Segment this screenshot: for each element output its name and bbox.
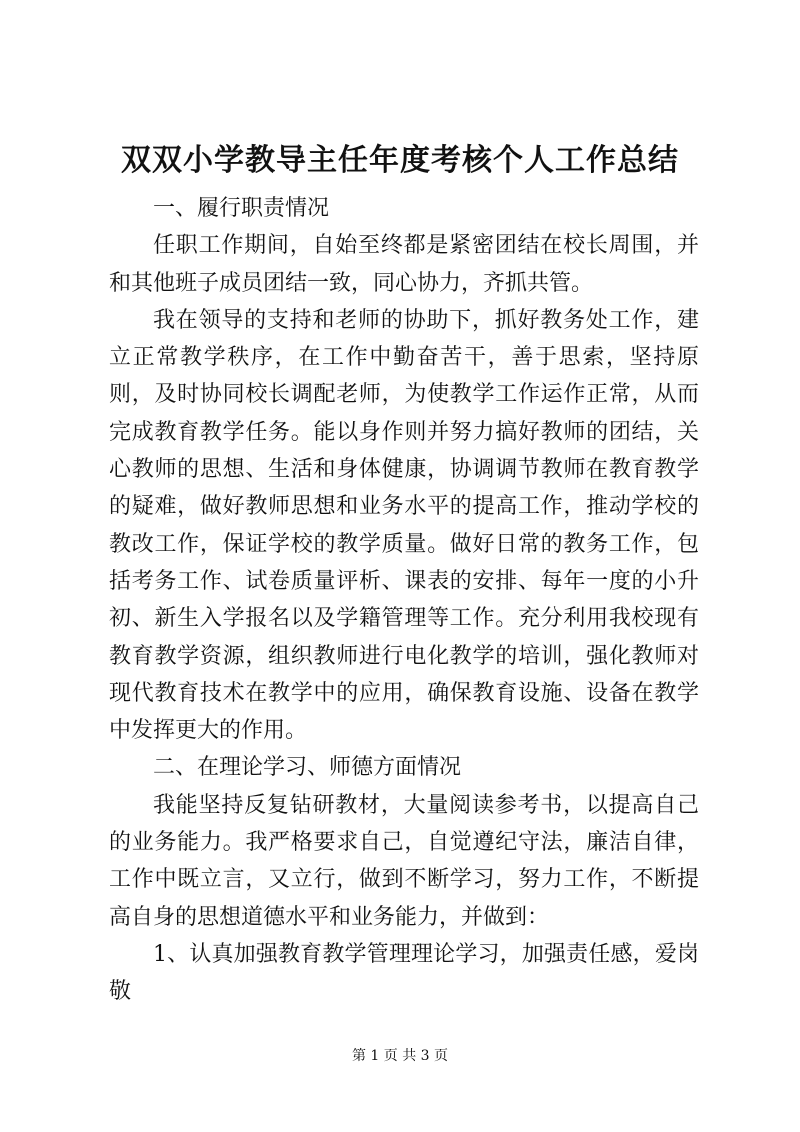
document-title: 双双小学教导主任年度考核个人工作总结	[121, 143, 679, 178]
section-heading-2: 二、在理论学习、师德方面情况	[153, 755, 462, 781]
page-footer: 第 1 页 共 3 页	[351, 1048, 449, 1064]
paragraph-2: 我在领导的支持和老师的协助下，抓好教务处工作，建立正常教学秩序，在工作中勤奋苦干，善于思索，坚持原则，及时协同校长调配老师，为使教学工作运作正常，从而完成教育教学任务。能以身作则并努力搞好教师的团结，关心教师的思想、生活和身体健康，协调调节教师在教育教学的疑难，做好教师思想和业务水平的提高工作，推动学校的教改工作，保证学校的教学质量。做好日常的教务工作，包括考务工作、试卷质量评析、课表的安排、每年一度的小升初、新生入学报名以及学籍管理等工作。充分利用我校现有教育教学资源，组织教师进行电化教学的培训，强化教师对现代教育技术在教学中的应用，确保教育设施、设备在教学中发挥更大的作用。	[109, 307, 699, 744]
paragraph-4: 1、认真加强教育教学管理理论学习，加强责任感，爱岗敬	[109, 941, 699, 1005]
paragraph-1: 任职工作期间，自始至终都是紧密团结在校长周围，并和其他班子成员团结一致，同心协力，齐抓共管。	[109, 233, 699, 296]
paragraph-3: 我能坚持反复钻研教材，大量阅读参考书，以提高自己的业务能力。我严格要求自己，自觉遵纪守法，廉洁自律，工作中既立言，又立行，做到不断学习，努力工作，不断提高自身的思想道德水平和业务能力，并做到：	[109, 792, 699, 930]
document-body	[109, 190, 699, 1011]
section-heading-1: 一、履行职责情况	[153, 196, 330, 221]
